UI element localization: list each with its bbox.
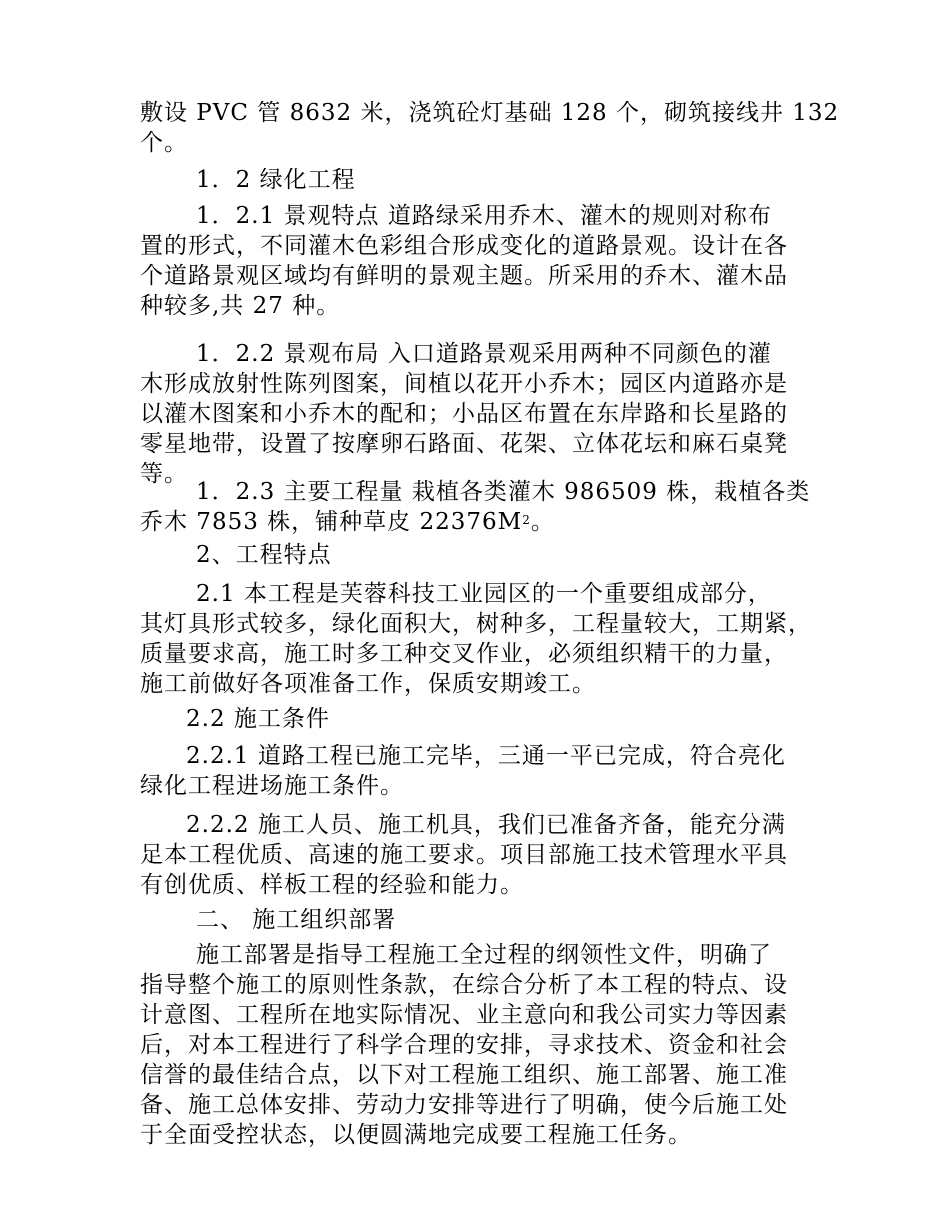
section-heading: 二、 施工组织部署 <box>196 907 397 933</box>
paragraph-line: 个道路景观区域均有鲜明的景观主题。所采用的乔木、灌木品 <box>140 263 788 289</box>
paragraph-line: 1．2.3 主要工程量 栽植各类灌木 986509 株，栽植各类 <box>196 479 811 505</box>
paragraph-line: 木形成放射性陈列图案，间植以花开小乔木；园区内道路亦是 <box>140 371 788 397</box>
paragraph-line: 2.2.2 施工人员、施工机具，我们已准备齐备，能充分满 <box>186 812 786 838</box>
paragraph-line: 足本工程优质、高速的施工要求。项目部施工技术管理水平具 <box>140 842 788 868</box>
superscript: 2 <box>522 513 531 527</box>
paragraph-line: 于全面受控状态，以便圆满地完成要工程施工任务。 <box>140 1122 692 1148</box>
paragraph-line: 施工前做好各项准备工作，保质安期竣工。 <box>140 671 596 697</box>
paragraph-line: 2.2.1 道路工程已施工完毕，三通一平已完成，符合亮化 <box>186 743 786 769</box>
paragraph-line: 后，对本工程进行了科学合理的安排，寻求技术、资金和社会 <box>140 1032 788 1058</box>
paragraph-line: 1．2.2 景观布局 入口道路景观采用两种不同颜色的灌 <box>196 341 772 367</box>
section-heading: 1．2 绿化工程 <box>196 167 356 193</box>
section-heading: 2.2 施工条件 <box>186 706 330 732</box>
paragraph-line: 1．2.1 景观特点 道路绿采用乔木、灌木的规则对称布 <box>196 203 772 229</box>
paragraph-line: 置的形式，不同灌木色彩组合形成变化的道路景观。设计在各 <box>140 233 788 259</box>
paragraph-line: 以灌木图案和小乔木的配和；小品区布置在东岸路和长星路的 <box>140 401 788 427</box>
paragraph-line: 零星地带，设置了按摩卵石路面、花架、立体花坛和麻石桌凳 <box>140 431 788 457</box>
paragraph-line: 等。 <box>140 461 188 487</box>
paragraph-line: 计意图、工程所在地实际情况、业主意向和我公司实力等因素 <box>140 1002 788 1028</box>
paragraph-line: 绿化工程进场施工条件。 <box>140 773 404 799</box>
paragraph-line: 2.1 本工程是芙蓉科技工业园区的一个重要组成部分， <box>196 581 772 607</box>
line-text: 乔木 7853 株，铺种草皮 22376M <box>140 509 523 535</box>
line-text-end: 。 <box>530 509 555 535</box>
paragraph-line: 质量要求高，施工时多工种交叉作业，必须组织精干的力量， <box>140 641 788 667</box>
paragraph-line: 信誉的最佳结合点，以下对工程施工组织、施工部署、施工准 <box>140 1062 788 1088</box>
section-heading: 2、工程特点 <box>196 542 332 568</box>
paragraph-line: 备、施工总体安排、劳动力安排等进行了明确，使今后施工处 <box>140 1092 788 1118</box>
paragraph-line: 其灯具形式较多，绿化面积大，树种多，工程量较大，工期紧， <box>140 611 812 637</box>
paragraph-line: 指导整个施工的原则性条款，在综合分析了本工程的特点、设 <box>140 972 788 998</box>
paragraph-line: 有创优质、样板工程的经验和能力。 <box>140 872 524 898</box>
paragraph-line <box>140 507 555 537</box>
paragraph-line: 敷设 PVC 管 8632 米，浇筑砼灯基础 128 个，砌筑接线井 132 <box>140 100 840 126</box>
paragraph-line: 施工部署是指导工程施工全过程的纲领性文件，明确了 <box>196 942 772 968</box>
paragraph-line: 种较多,共 27 种。 <box>140 293 341 319</box>
paragraph-line: 个。 <box>140 130 188 156</box>
